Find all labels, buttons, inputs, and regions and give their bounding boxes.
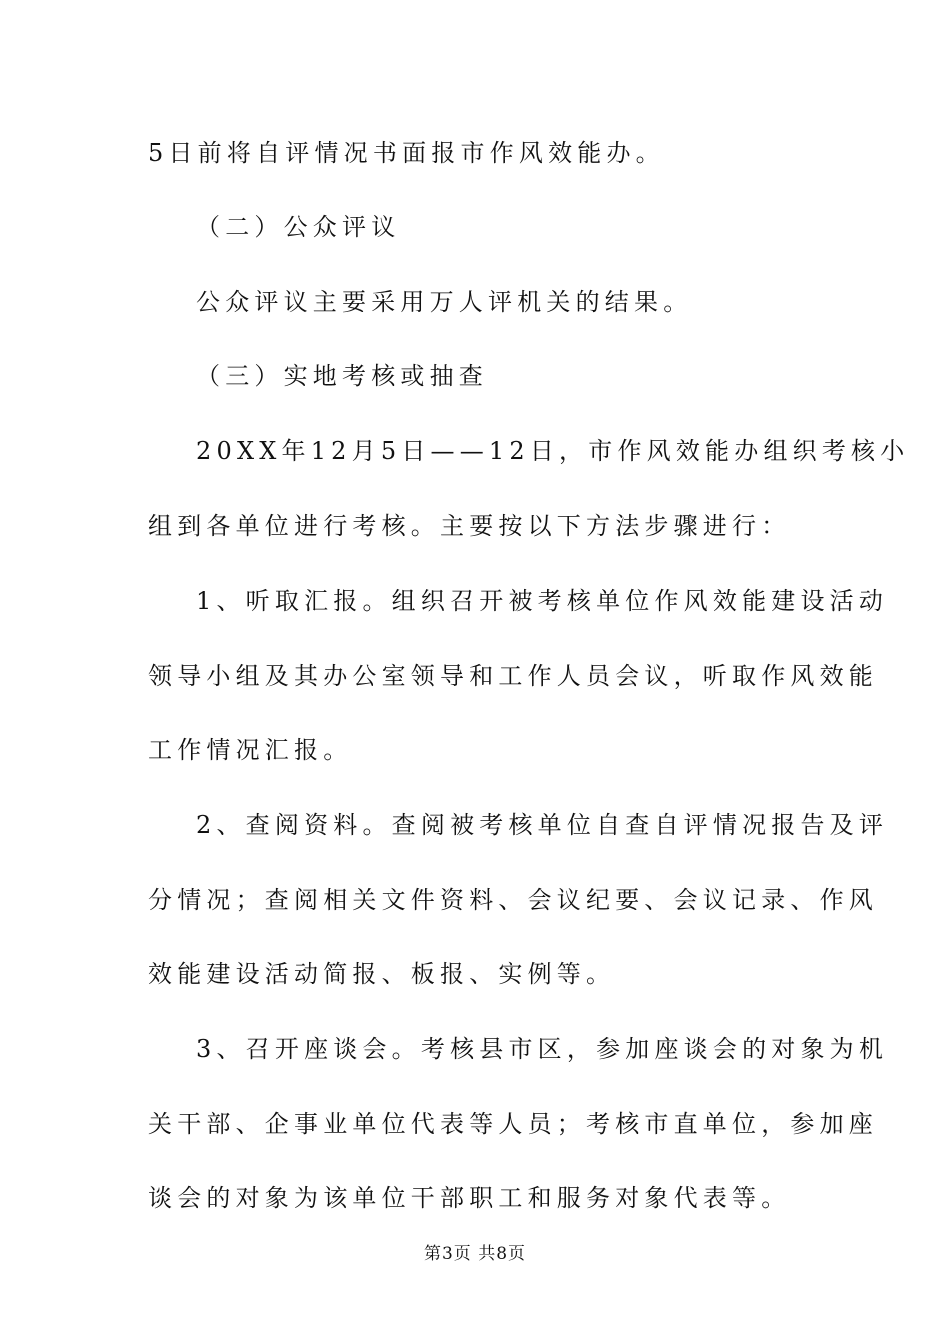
body-text-line: 效能建设活动简报、板报、实例等。	[148, 960, 616, 988]
body-text-line: 分情况；查阅相关文件资料、会议纪要、会议记录、作风	[148, 886, 878, 914]
body-text-line: 工作情况汇报。	[148, 736, 353, 764]
body-text-line: 领导小组及其办公室领导和工作人员会议，听取作风效能	[148, 662, 878, 690]
body-text-line: 关干部、企事业单位代表等人员；考核市直单位，参加座	[148, 1110, 878, 1138]
body-text-line: 组到各单位进行考核。主要按以下方法步骤进行：	[148, 512, 791, 540]
section-heading: （三）实地考核或抽查	[196, 362, 488, 390]
body-text-line: 公众评议主要采用万人评机关的结果。	[196, 288, 693, 316]
body-text-line: 20XX年12月5日——12日，市作风效能办组织考核小	[196, 437, 910, 465]
body-text-line: 谈会的对象为该单位干部职工和服务对象代表等。	[148, 1184, 791, 1212]
body-text-line: 5日前将自评情况书面报市作风效能办。	[148, 139, 665, 167]
page-number-footer: 第3页 共8页	[423, 1244, 527, 1264]
body-text-line: 1、听取汇报。组织召开被考核单位作风效能建设活动	[196, 587, 889, 615]
body-text-line: 2、查阅资料。查阅被考核单位自查自评情况报告及评	[196, 811, 889, 839]
body-text-line: 3、召开座谈会。考核县市区，参加座谈会的对象为机	[196, 1035, 889, 1063]
section-heading: （二）公众评议	[196, 213, 401, 241]
